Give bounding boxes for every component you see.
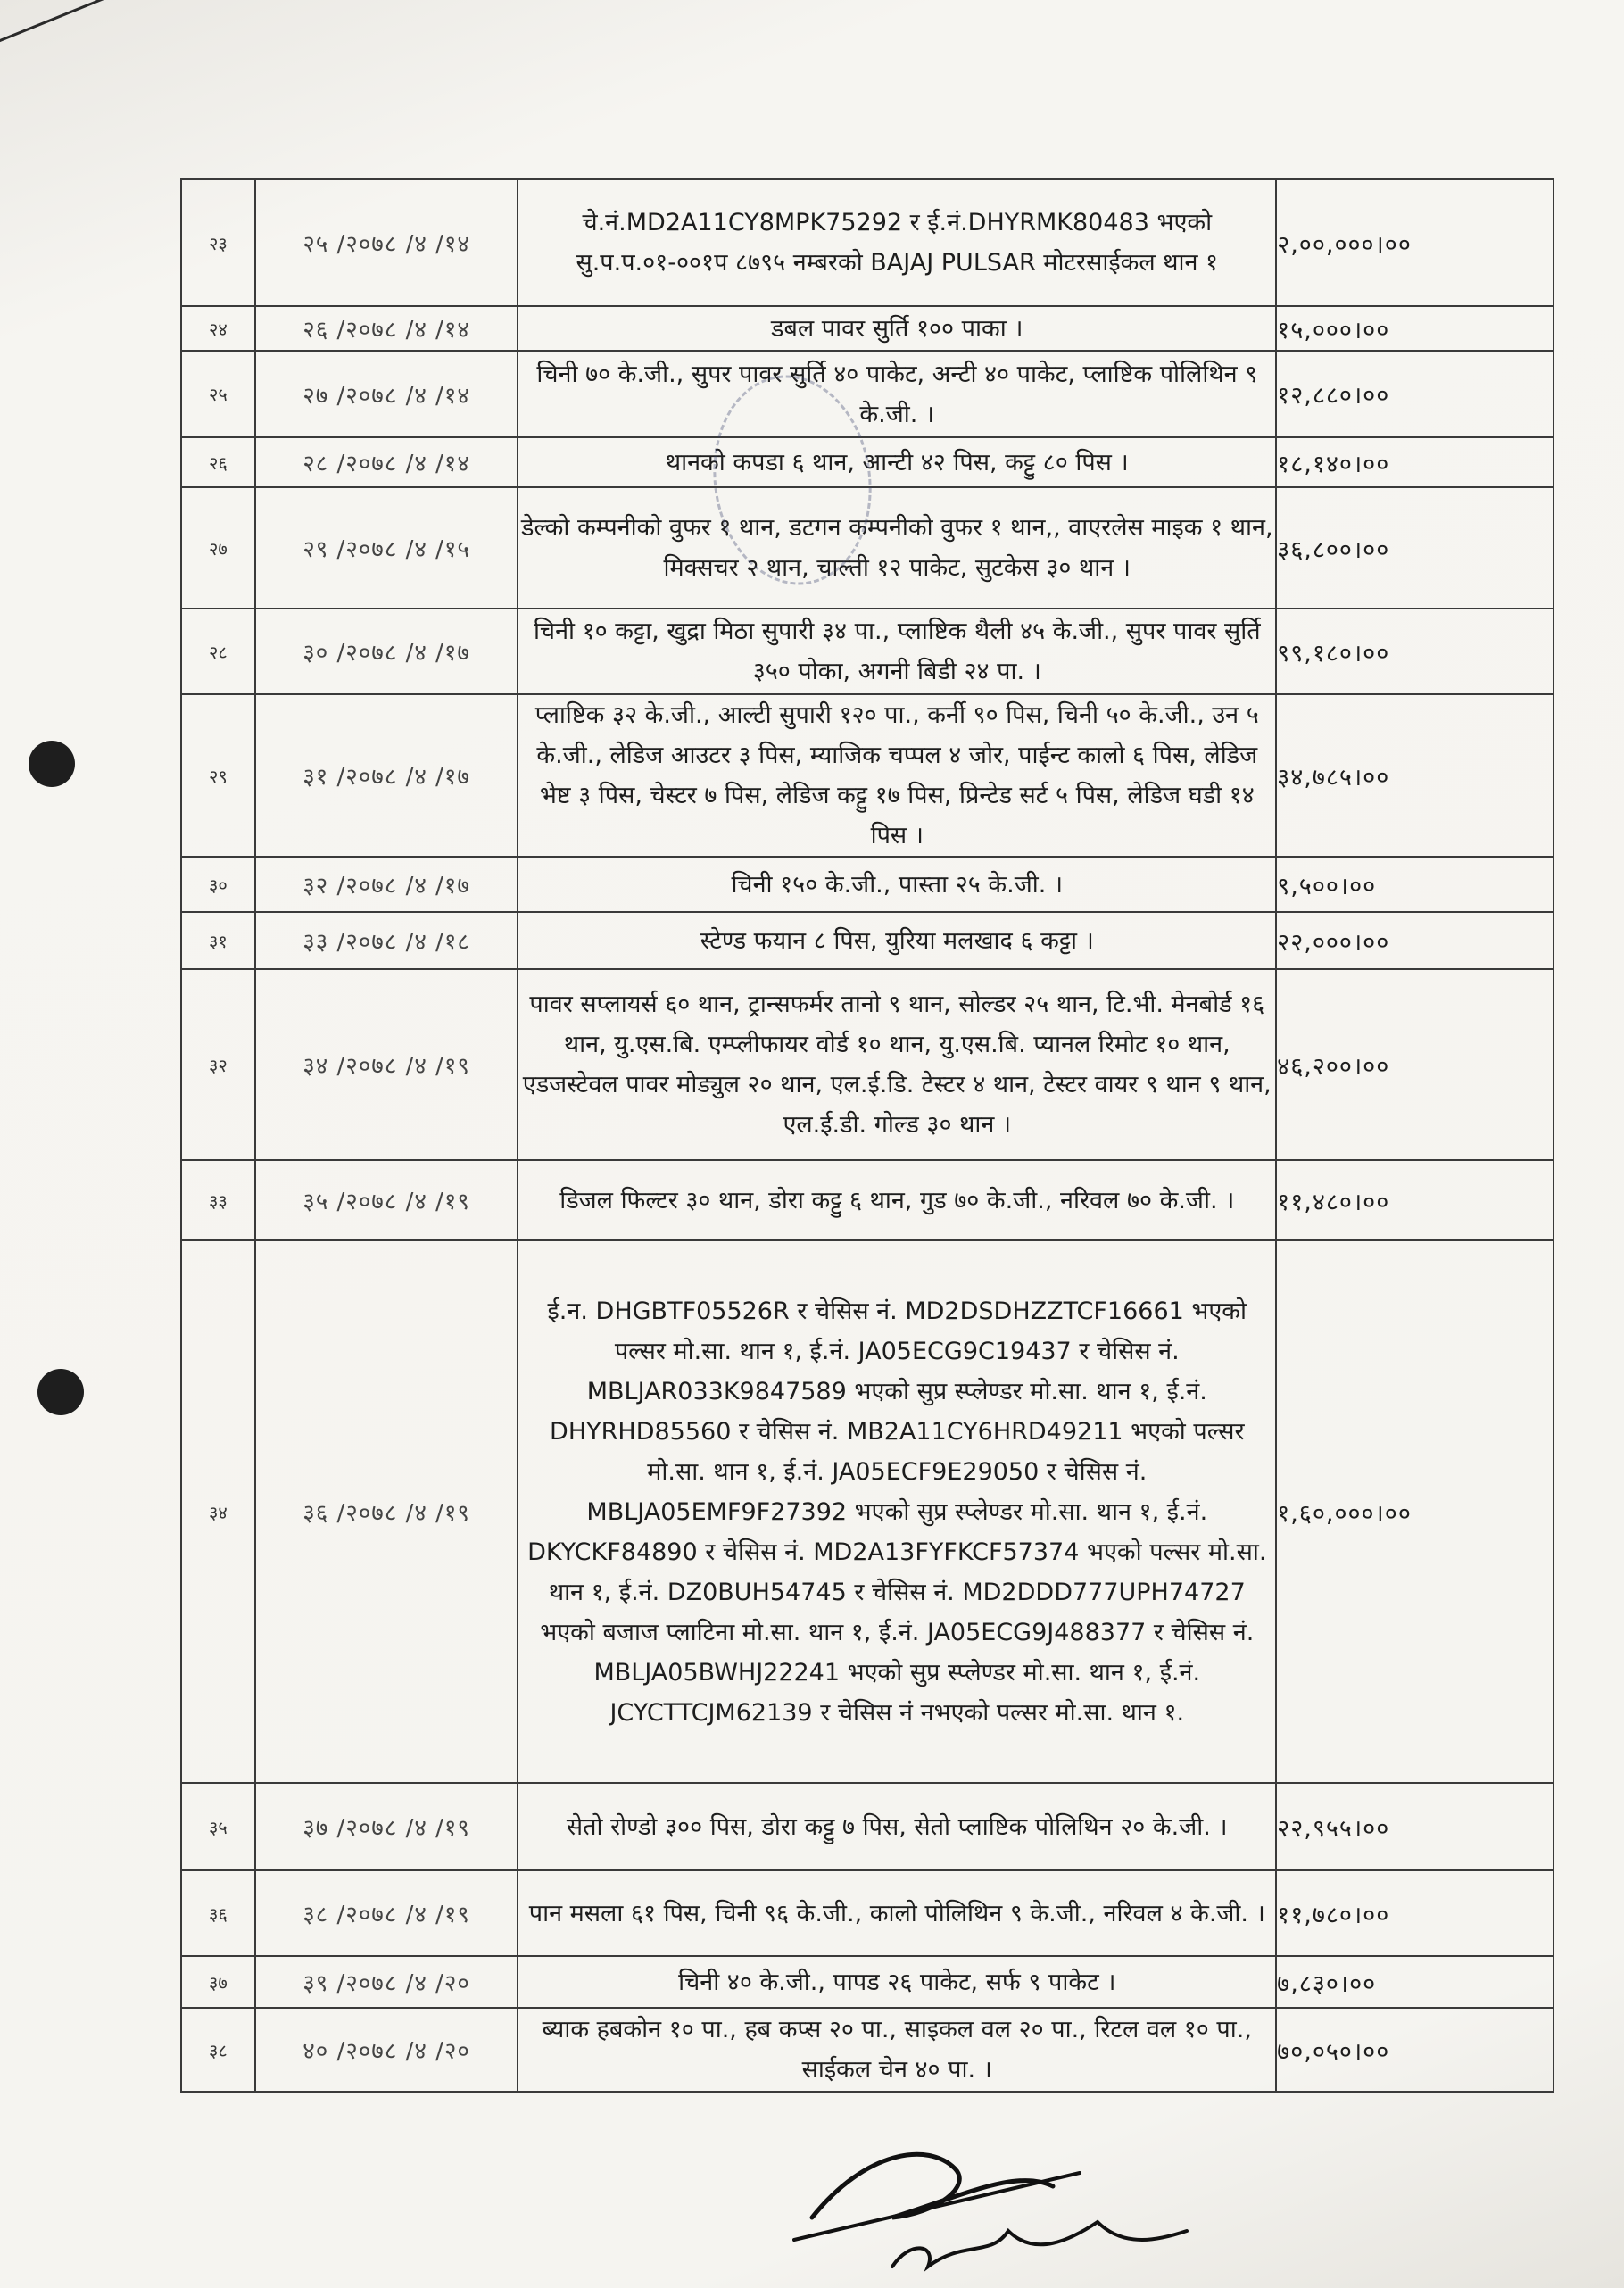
amount: ९,५००।०० [1276,857,1554,912]
table-row [181,306,1554,351]
seized-goods-table [180,178,1554,2093]
case-date: २७ /२०७८ /४ /१४ [255,351,518,437]
case-date: ३१ /२०७८ /४ /१७ [255,694,518,857]
amount: ७,८३०।०० [1276,1956,1554,2008]
case-date: ३९ /२०७८ /४ /२० [255,1956,518,2008]
case-date: ३३ /२०७८ /४ /१८ [255,912,518,969]
case-date: ३२ /२०७८ /४ /१७ [255,857,518,912]
row-number: ३७ [181,1956,255,2008]
row-number: ३१ [181,912,255,969]
row-number: २४ [181,306,255,351]
item-description: ब्याक हबकोन १० पा., हब कप्स २० पा., साइकल वल २० पा., रिटल वल १० पा., साईकल चेन ४० पा. । [518,2008,1276,2092]
item-description: सेतो रोण्डो ३०० पिस, डोरा कट्टु ७ पिस, सेतो प्लाष्टिक पोलिथिन २० के.जी. । [518,1783,1276,1870]
item-description: चिनी ७० के.जी., सुपर पावर सुर्ति ४० पाकेट, अन्टी ४० पाकेट, प्लाष्टिक पोलिथिन ९ के.जी. । [518,351,1276,437]
item-description: चिनी ४० के.जी., पापड २६ पाकेट, सर्फ ९ पाकेट । [518,1956,1276,2008]
amount: ९९,१८०।०० [1276,609,1554,694]
case-date: ३६ /२०७८ /४ /१९ [255,1240,518,1783]
amount: २२,०००।०० [1276,912,1554,969]
row-number: ३३ [181,1160,255,1240]
table-row [181,1783,1554,1870]
item-description: प्लाष्टिक ३२ के.जी., आल्टी सुपारी १२० पा., कर्नी ९० पिस, चिनी ५० के.जी., उन ५ के.जी., लेडिज आउटर ३ पिस, म्याजिक चप्पल ४ जोर, पाईन्ट कालो ६ पिस, लेडिज भेष्ट ३ पिस, चेस्टर ७ पिस, लेडिज कट्टु १७ पिस, प्रिन्टेड सर्ट ५ पिस, लेडिज घडी १४ पिस । [518,694,1276,857]
row-number: २८ [181,609,255,694]
punch-hole-bottom [37,1369,84,1415]
table-row [181,351,1554,437]
case-date: २८ /२०७८ /४ /१४ [255,437,518,487]
item-description: स्टेण्ड फयान ८ पिस, युरिया मलखाद ६ कट्टा । [518,912,1276,969]
case-date: २९ /२०७८ /४ /१५ [255,487,518,609]
case-date: २६ /२०७८ /४ /१४ [255,306,518,351]
table-row [181,857,1554,912]
table-row [181,1870,1554,1956]
amount: ३४,७८५।०० [1276,694,1554,857]
row-number: ३५ [181,1783,255,1870]
table-row [181,1240,1554,1783]
table-row [181,969,1554,1160]
table-row [181,609,1554,694]
row-number: २७ [181,487,255,609]
table-row [181,1956,1554,2008]
row-number: २६ [181,437,255,487]
table-row [181,437,1554,487]
row-number: ३० [181,857,255,912]
row-number: ३६ [181,1870,255,1956]
handwritten-signature [785,2133,1231,2284]
amount: ४६,२००।०० [1276,969,1554,1160]
amount: २२,९५५।०० [1276,1783,1554,1870]
table-row [181,487,1554,609]
item-description: थानको कपडा ६ थान, आन्टी ४२ पिस, कट्टु ८० पिस । [518,437,1276,487]
table-row [181,912,1554,969]
punch-hole-top [29,741,75,787]
row-number: ३४ [181,1240,255,1783]
item-description: चिनी १५० के.जी., पास्ता २५ के.जी. । [518,857,1276,912]
case-date: ३८ /२०७८ /४ /१९ [255,1870,518,1956]
table-row [181,179,1554,306]
amount: १,६०,०००।०० [1276,1240,1554,1783]
amount: १८,१४०।०० [1276,437,1554,487]
case-date: ४० /२०७८ /४ /२० [255,2008,518,2092]
item-description: पान मसला ६१ पिस, चिनी ९६ के.जी., कालो पोलिथिन ९ के.जी., नरिवल ४ के.जी. । [518,1870,1276,1956]
amount: ११,७८०।०० [1276,1870,1554,1956]
row-number: २३ [181,179,255,306]
item-description: ई.न. DHGBTF05526R र चेसिस नं. MD2DSDHZZTCF16661 भएको पल्सर मो.सा. थान १, ई.नं. JA05ECG9C19437 र चेसिस नं. MBLJAR033K9847589 भएको सुप्र स्प्लेण्डर मो.सा. थान १, ई.नं. DHYRHD85560 र चेसिस नं. MB2A11CY6HRD49211 भएको पल्सर मो.सा. थान १, ई.नं. JA05ECF9E29050 र चेसिस नं. MBLJA05EMF9F27392 भएको सुप्र स्प्लेण्डर मो.सा. थान १, ई.नं. DKYCKF84890 र चेसिस नं. MD2A13FYFKCF57374 भएको पल्सर मो.सा. थान १, ई.नं. DZ0BUH54745 र चेसिस नं. MD2DDD777UPH74727 भएको बजाज प्लाटिना मो.सा. थान १, ई.नं. JA05ECG9J488377 र चेसिस नं. MBLJA05BWHJ22241 भएको सुप्र स्प्लेण्डर मो.सा. थान १, ई.नं. JCYCTTCJM62139 र चेसिस नं नभएको पल्सर मो.सा. थान १. [518,1240,1276,1783]
item-description: पावर सप्लायर्स ६० थान, ट्रान्सफर्मर तानो ९ थान, सोल्डर २५ थान, टि.भी. मेनबोर्ड १६ थान, यु.एस.बि. एम्प्लीफायर वोर्ड १० थान, यु.एस.बि. प्यानल रिमोट १० थान, एडजस्टेवल पावर मोड्युल २० थान, एल.ई.डि. टेस्टर ४ थान, टेस्टर वायर ९ थान ९ थान, एल.ई.डी. गोल्ड ३० थान । [518,969,1276,1160]
case-date: २५ /२०७८ /४ /१४ [255,179,518,306]
amount: ११,४८०।०० [1276,1160,1554,1240]
item-description: चिनी १० कट्टा, खुद्रा मिठा सुपारी ३४ पा., प्लाष्टिक थैली ४५ के.जी., सुपर पावर सुर्ति ३५० पोका, अगनी बिडी २४ पा. । [518,609,1276,694]
item-description: डेल्को कम्पनीको वुफर १ थान, डटगन कम्पनीको वुफर १ थान,, वाएरलेस माइक १ थान, मिक्सचर २ थान, चाल्ती १२ पाकेट, सुटकेस ३० थान । [518,487,1276,609]
amount: १५,०००।०० [1276,306,1554,351]
case-date: ३० /२०७८ /४ /१७ [255,609,518,694]
item-description: डबल पावर सुर्ति १०० पाका । [518,306,1276,351]
case-date: ३५ /२०७८ /४ /१९ [255,1160,518,1240]
case-date: ३७ /२०७८ /४ /१९ [255,1783,518,1870]
row-number: ३८ [181,2008,255,2092]
item-description: डिजल फिल्टर ३० थान, डोरा कट्टु ६ थान, गुड ७० के.जी., नरिवल ७० के.जी. । [518,1160,1276,1240]
item-description: चे.नं.MD2A11CY8MPK75292 र ई.नं.DHYRMK80483 भएको सु.प.प.०१-००१प ८७९५ नम्बरको BAJAJ PULSAR मोटरसाईकल थान १ [518,179,1276,306]
row-number: २५ [181,351,255,437]
amount: ७०,०५०।०० [1276,2008,1554,2092]
amount: ३६,८००।०० [1276,487,1554,609]
table-row [181,1160,1554,1240]
row-number: ३२ [181,969,255,1160]
table-row [181,694,1554,857]
amount: १२,८८०।०० [1276,351,1554,437]
table-row [181,2008,1554,2092]
amount: २,००,०००।०० [1276,179,1554,306]
row-number: २९ [181,694,255,857]
case-date: ३४ /२०७८ /४ /१९ [255,969,518,1160]
